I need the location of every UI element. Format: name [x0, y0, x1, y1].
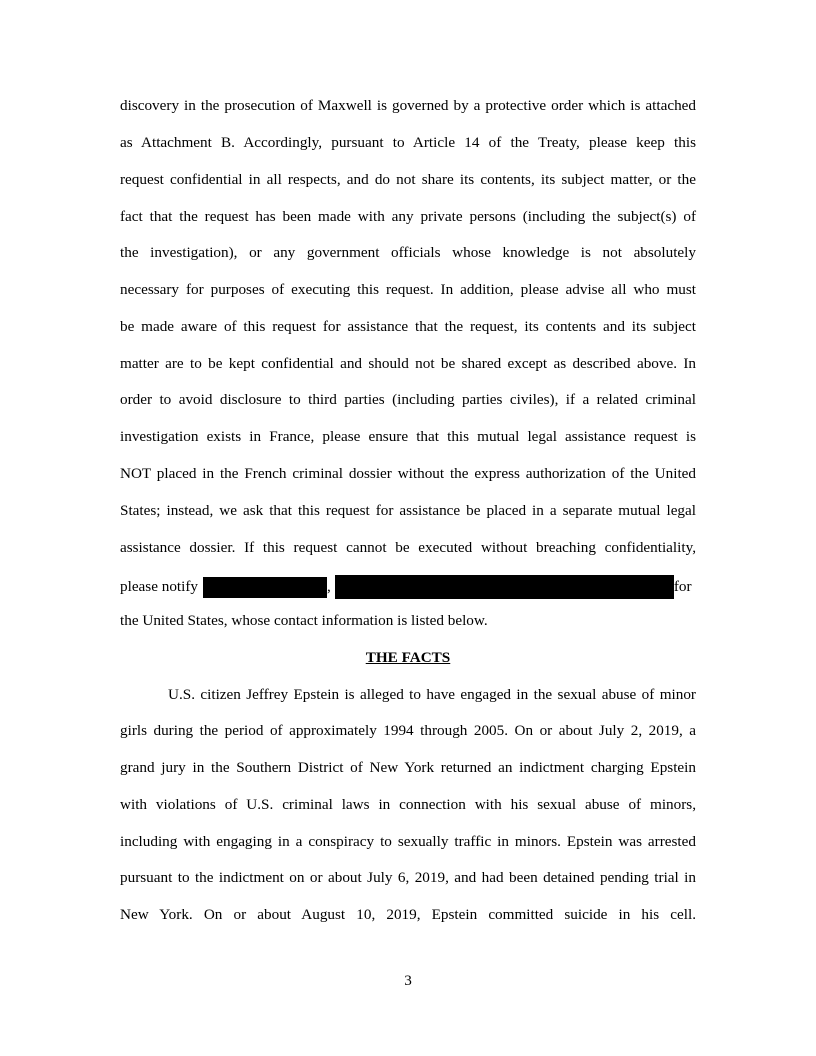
section-heading: THE FACTS [365, 649, 451, 666]
notify-prefix: please notify [120, 578, 199, 595]
paragraph-line: as Attachment B. Accordingly, pursuant to Article 14 of the Treaty, please keep this [120, 134, 696, 151]
paragraph-line: order to avoid disclosure to third parties (including parties civiles), if a related criminal [120, 391, 696, 408]
paragraph-line: with violations of U.S. criminal laws in connection with his sexual abuse of minors, [120, 796, 696, 813]
redaction-block [335, 575, 674, 599]
paragraph-line: investigation exists in France, please ensure that this mutual legal assistance request is [120, 428, 696, 445]
notify-line [120, 575, 696, 599]
paragraph-line: U.S. citizen Jeffrey Epstein is alleged to have engaged in the sexual abuse of minor [168, 686, 696, 703]
page-number: 3 [404, 972, 412, 989]
paragraph-line: States; instead, we ask that this request for assistance be placed in a separate mutual legal [120, 502, 696, 519]
paragraph-line: New York. On or about August 10, 2019, Epstein committed suicide in his cell. [120, 906, 696, 923]
paragraph-line: discovery in the prosecution of Maxwell is governed by a protective order which is attached [120, 97, 696, 114]
paragraph-line: girls during the period of approximately 1994 through 2005. On or about July 2, 2019, a [120, 722, 696, 739]
paragraph-line: matter are to be kept confidential and should not be shared except as described above. In [120, 355, 696, 372]
paragraph-line: grand jury in the Southern District of New York returned an indictment charging Epstein [120, 759, 696, 776]
paragraph-line: the investigation), or any government officials whose knowledge is not absolutely [120, 244, 696, 261]
redaction-block [203, 577, 327, 598]
notify-comma: , [327, 578, 331, 595]
paragraph-line: pursuant to the indictment on or about July 6, 2019, and had been detained pending trial in [120, 869, 696, 886]
paragraph-line: necessary for purposes of executing this request. In addition, please advise all who must [120, 281, 696, 298]
paragraph-line: be made aware of this request for assistance that the request, its contents and its subject [120, 318, 696, 335]
notify-suffix: for [673, 578, 692, 595]
paragraph-line: assistance dossier. If this request cannot be executed without breaching confidentiality, [120, 539, 696, 556]
paragraph-line: including with engaging in a conspiracy to sexually traffic in minors. Epstein was arrested [120, 833, 696, 850]
paragraph-line: request confidential in all respects, and do not share its contents, its subject matter, or the [120, 171, 696, 188]
paragraph-line: fact that the request has been made with any private persons (including the subject(s) of [120, 208, 696, 225]
paragraph-line: NOT placed in the French criminal dossier without the express authorization of the United [120, 465, 696, 482]
paragraph-line: the United States, whose contact information is listed below. [120, 612, 488, 629]
